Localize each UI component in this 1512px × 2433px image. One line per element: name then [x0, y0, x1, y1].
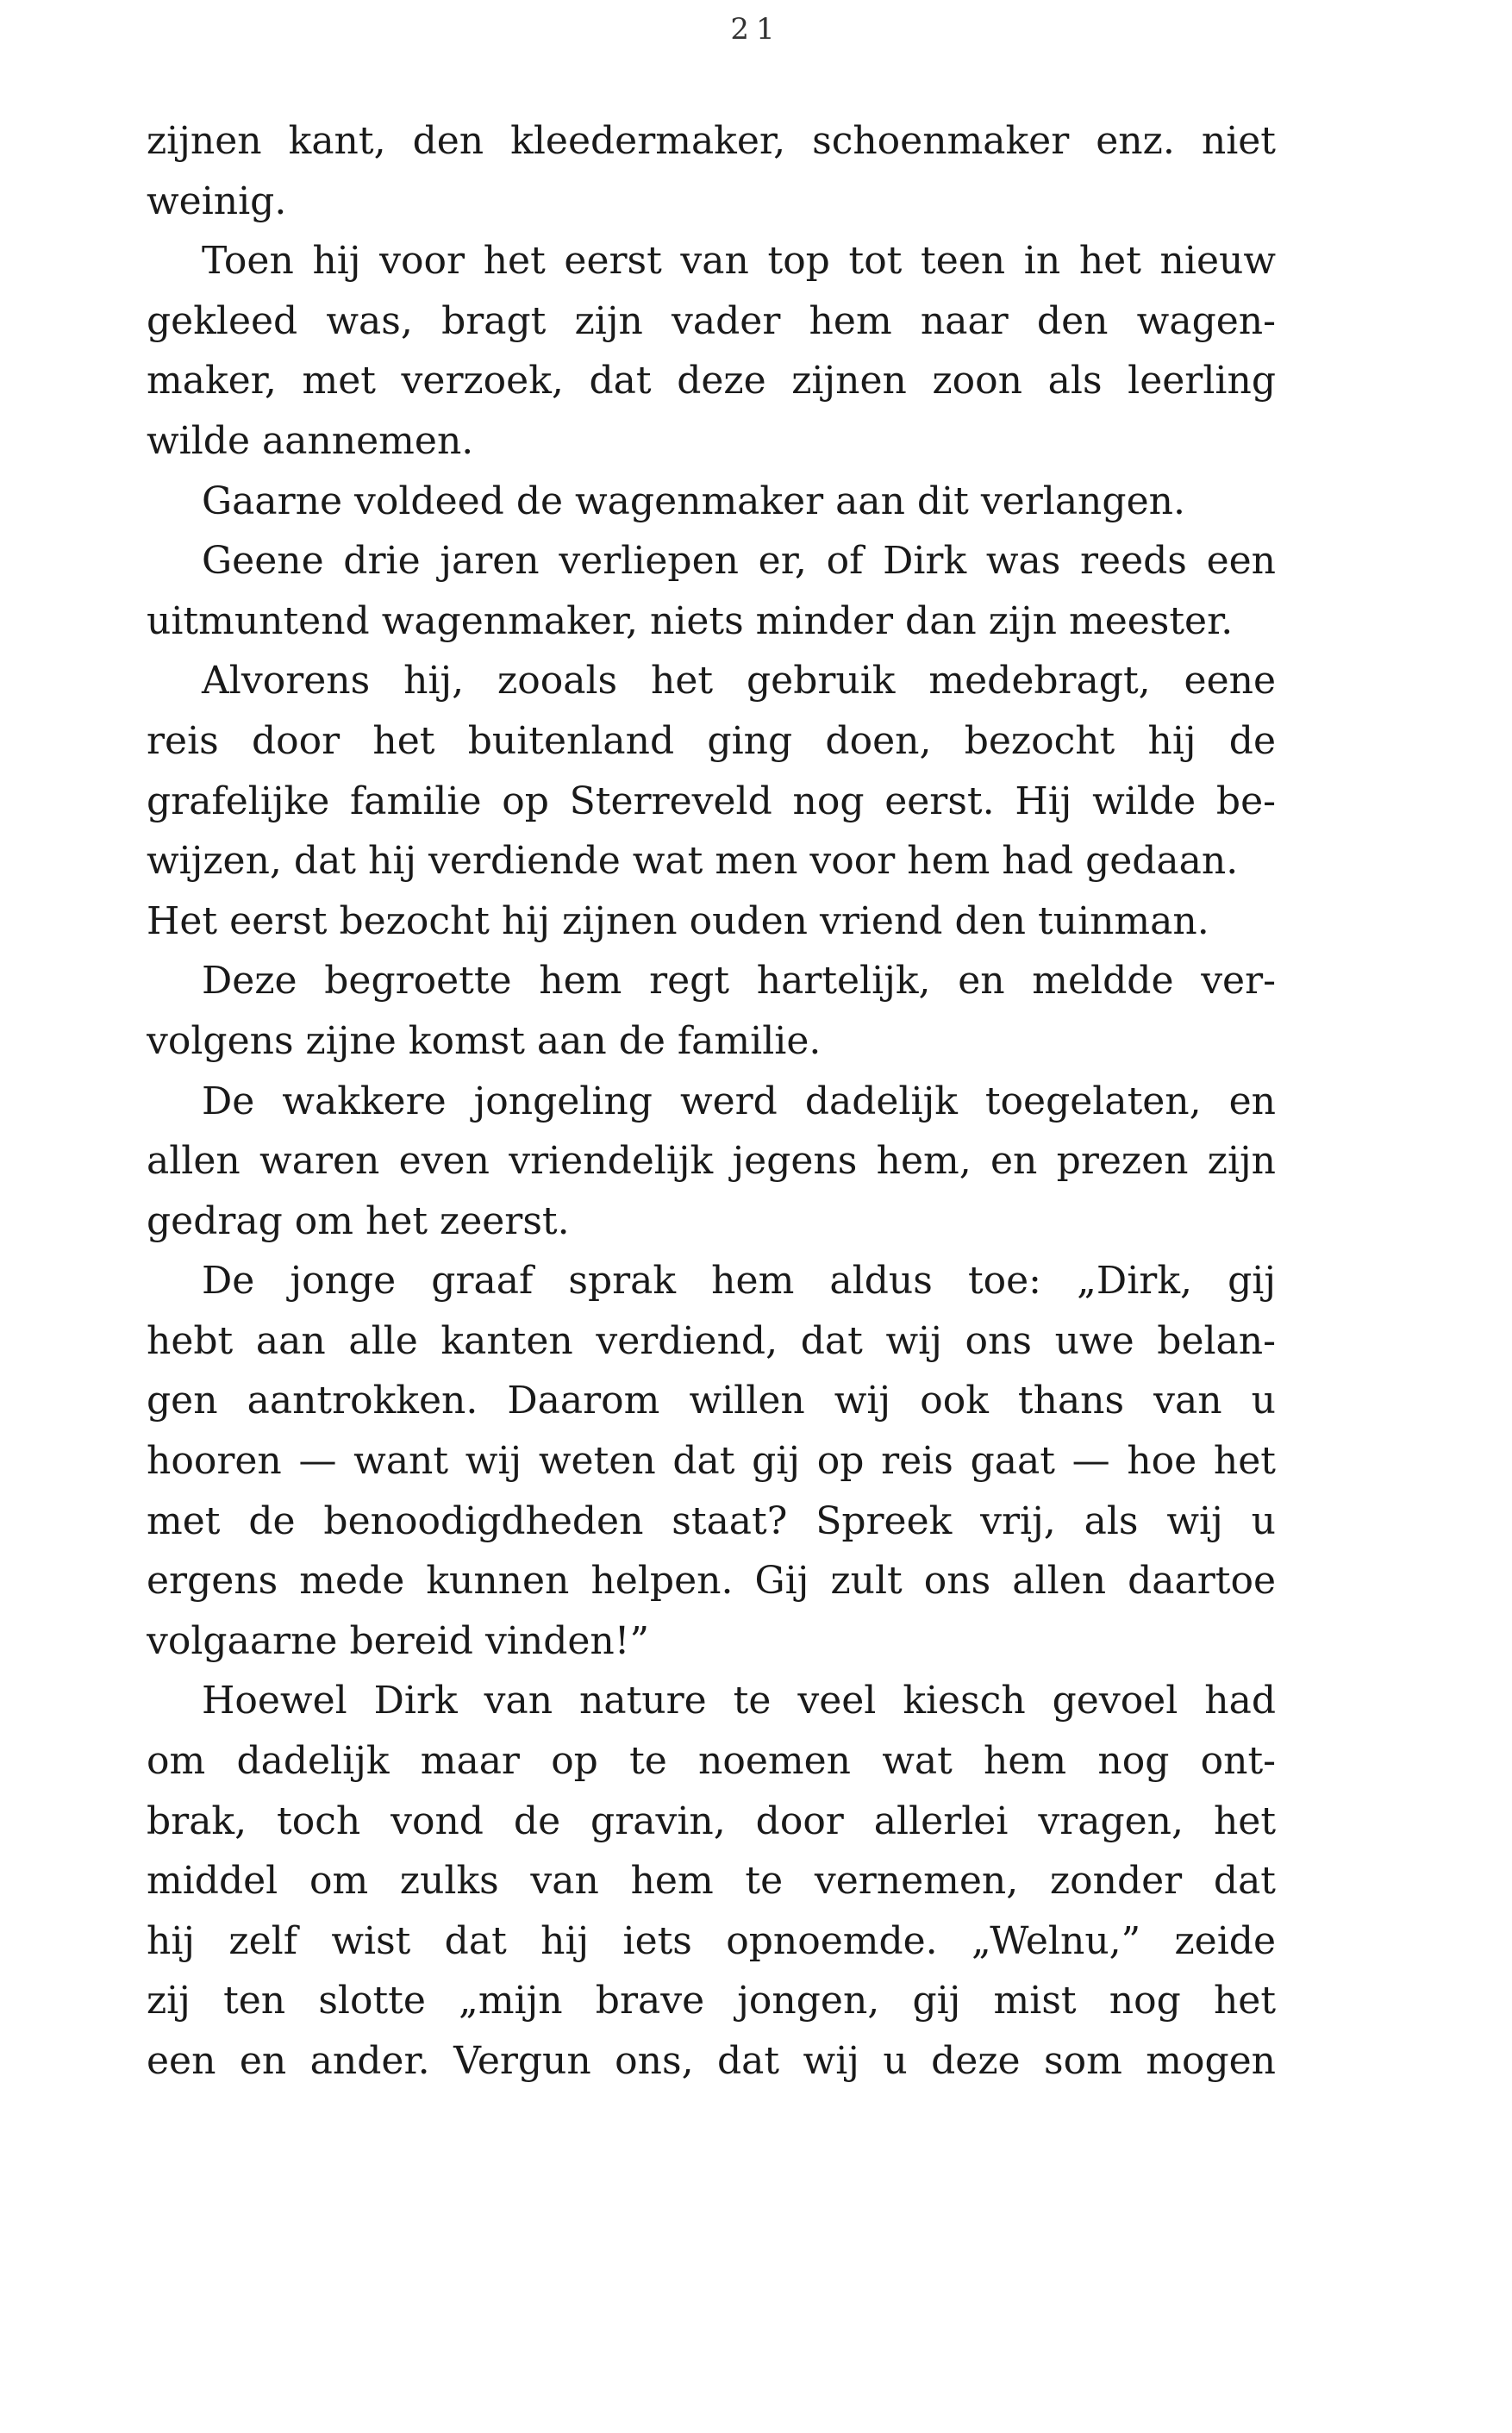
text-line: hebt aan alle kanten verdiend, dat wij ons uwe belan- — [147, 1318, 1276, 1363]
text-line: hij zelf wist dat hij iets opnoemde. „Welnu,” zeide — [147, 1918, 1276, 1963]
text-line: reis door het buitenland ging doen, bezocht hij de — [147, 718, 1276, 763]
text-line: Geene drie jaren verliepen er, of Dirk was reeds een — [202, 539, 1276, 584]
text-line: hooren — want wij weten dat gij op reis gaat — hoe het — [147, 1439, 1276, 1484]
text-line: ergens mede kunnen helpen. Gij zult ons allen daartoe — [147, 1559, 1276, 1604]
text-line: gekleed was, bragt zijn vader hem naar den wagen- — [147, 298, 1276, 343]
text-line: wilde aannemen. — [147, 418, 474, 463]
text-line: gen aantrokken. Daarom willen wij ook thans van u — [147, 1379, 1276, 1423]
text-line: Toen hij voor het eerst van top tot teen in het nieuw — [202, 239, 1276, 284]
text-line: weinig. — [147, 178, 287, 223]
text-line: met de benoodigdheden staat? Spreek vrij, als wij u — [147, 1498, 1276, 1543]
text-line: Het eerst bezocht hij zijnen ouden vriend den tuinman. — [147, 898, 1209, 943]
text-line: brak, toch vond de gravin, door allerlei vragen, het — [147, 1798, 1276, 1843]
text-line: volgaarne bereid vinden!” — [147, 1618, 649, 1663]
body-text — [147, 111, 1276, 2092]
text-line: Hoewel Dirk van nature te veel kiesch gevoel had — [202, 1679, 1276, 1723]
text-line: uitmuntend wagenmaker, niets minder dan zijn meester. — [147, 598, 1234, 643]
text-line: maker, met verzoek, dat deze zijnen zoon als leerling — [147, 359, 1276, 403]
text-line: om dadelijk maar op te noemen wat hem nog ont- — [147, 1739, 1276, 1784]
text-line: De wakkere jongeling werd dadelijk toegelaten, en — [202, 1079, 1276, 1123]
page-number: 21 — [730, 12, 782, 47]
text-line: Gaarne voldeed de wagenmaker aan dit verlangen. — [202, 478, 1185, 523]
text-line: allen waren even vriendelijk jegens hem, en prezen zijn — [147, 1139, 1276, 1184]
text-line: middel om zulks van hem te vernemen, zonder dat — [147, 1859, 1276, 1904]
text-line: De jonge graaf sprak hem aldus toe: „Dirk, gij — [202, 1259, 1276, 1304]
text-line: Deze begroette hem regt hartelijk, en meldde ver- — [202, 959, 1276, 1004]
text-line: wijzen, dat hij verdiende wat men voor hem had gedaan. — [147, 839, 1239, 884]
text-line: gedrag om het zeerst. — [147, 1198, 570, 1243]
text-line: volgens zijne komst aan de familie. — [147, 1018, 822, 1063]
text-line: een en ander. Vergun ons, dat wij u deze som mogen — [147, 2039, 1276, 2083]
text-line: grafelijke familie op Sterreveld nog eerst. Hij wilde be- — [147, 779, 1276, 823]
text-line: Alvorens hij, zooals het gebruik medebragt, eene — [202, 659, 1276, 704]
text-line: zij ten slotte „mijn brave jongen, gij mist nog het — [147, 1979, 1276, 2023]
text-line: zijnen kant, den kleedermaker, schoenmaker enz. niet — [147, 119, 1276, 163]
